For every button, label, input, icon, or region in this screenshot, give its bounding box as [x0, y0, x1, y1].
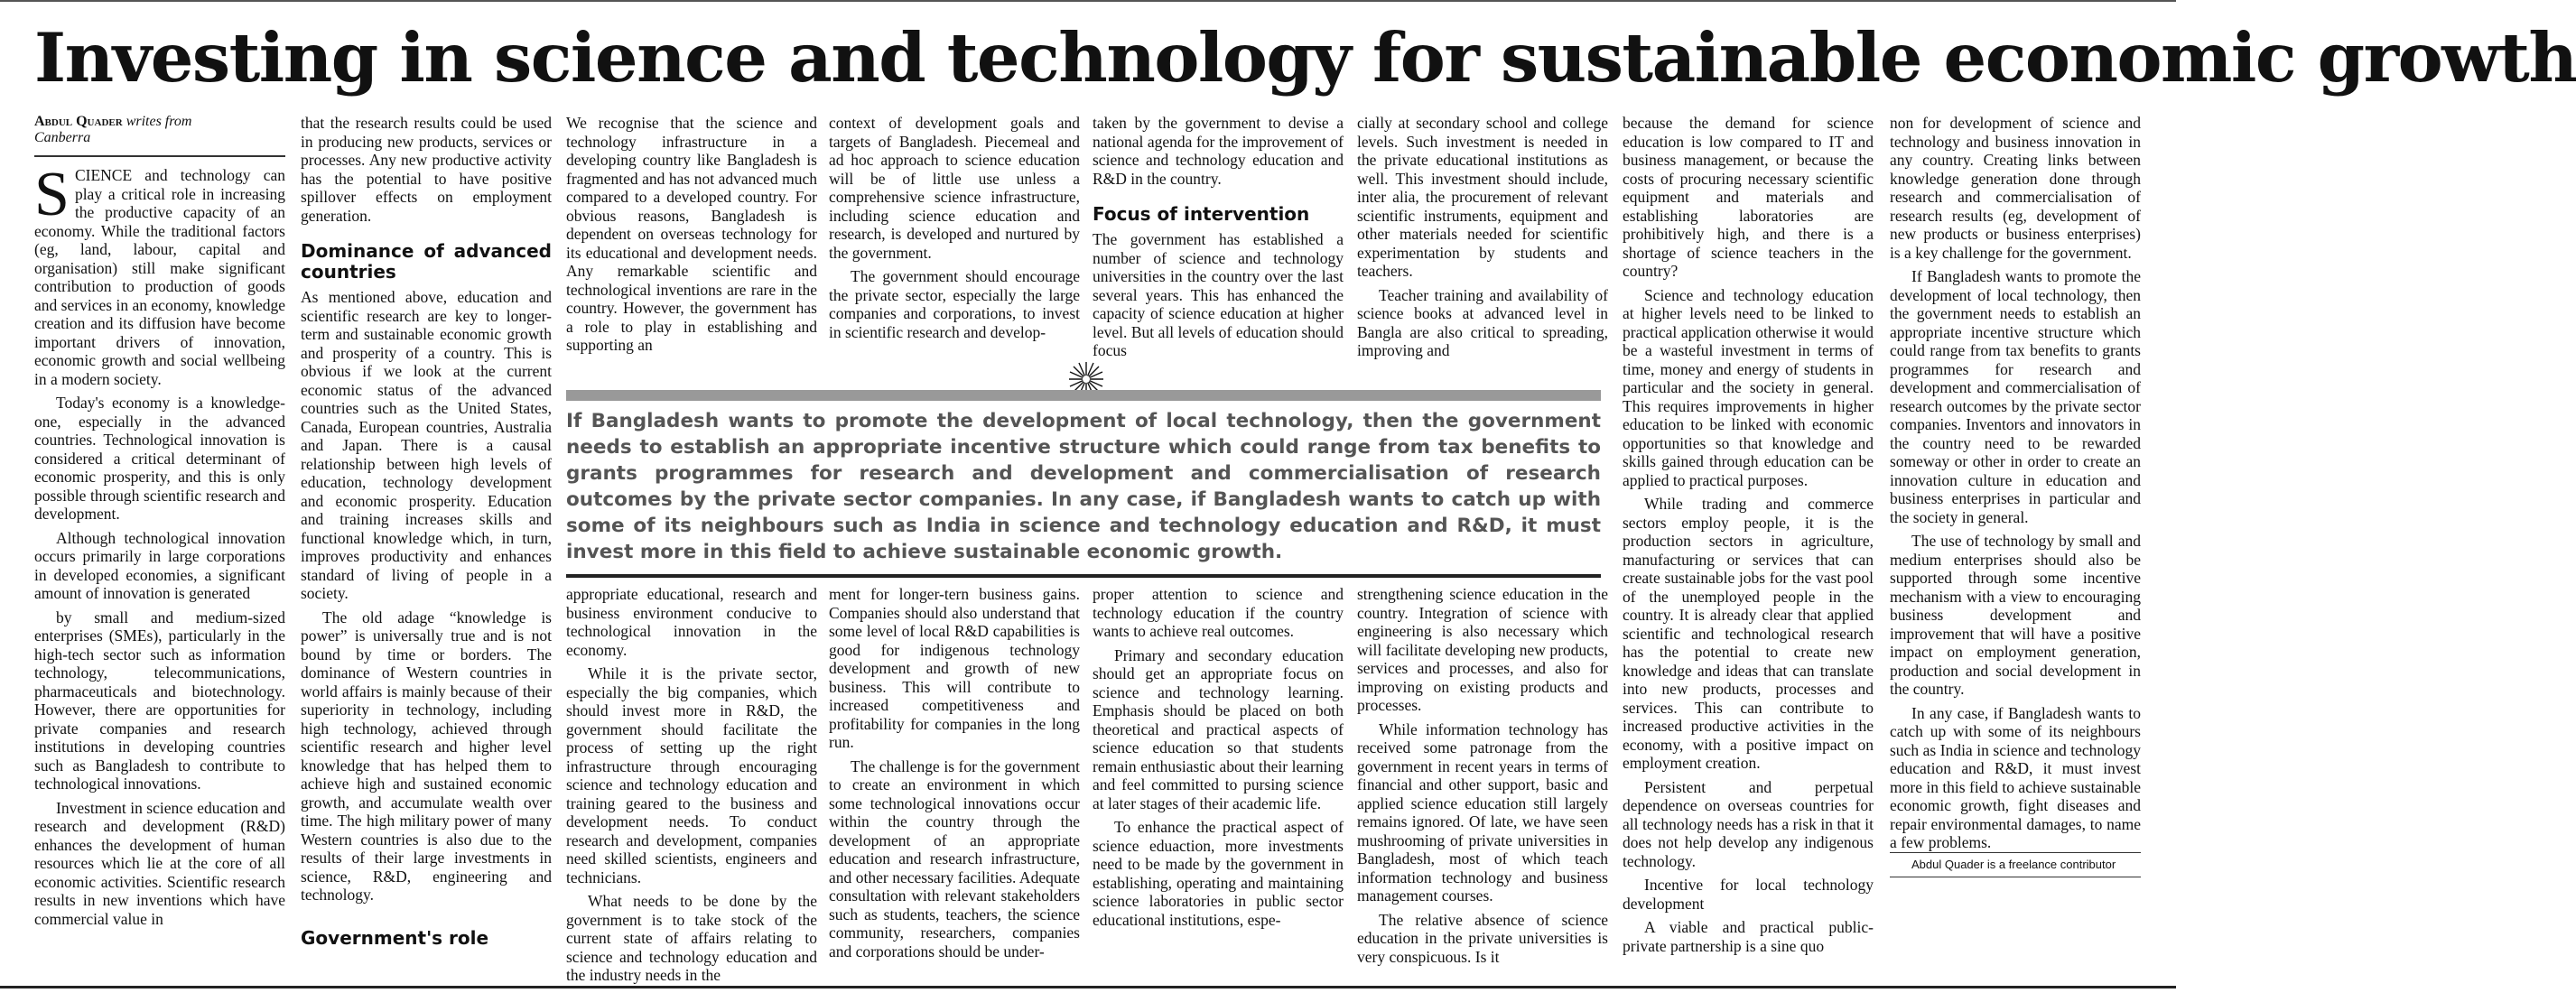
- paragraph: ment for longer-tern business gains. Companies should also understand that some level of local R&D capabilities is good for indigenous technology development and growth of new business. This will contribute to increased competitiveness and profitability for companies in the long run.: [829, 585, 1080, 751]
- top-rule: [0, 0, 2176, 2]
- column-3-bottom: [566, 585, 817, 982]
- paragraph: What needs to be done by the government is to take stock of the current state of affairs relating to science and technology education and the industry needs in the: [566, 892, 817, 984]
- paragraph: To enhance the practical aspect of science eduaction, more investments need to be made by the government in establishing, operating and maintaining science laboratories in public sector educational institutions, espe-: [1093, 818, 1344, 929]
- subheading: Focus of intervention: [1093, 203, 1310, 225]
- paragraph: Teacher training and availability of science books at advanced level in Bangla are also critical to spreading, improving and: [1357, 285, 1608, 359]
- paragraph: Incentive for local technology development: [1623, 876, 1874, 913]
- paragraph: The government should encourage the private sector, especially the large companies and corporations, to invest in scientific research and develop-: [829, 267, 1080, 341]
- column-1: [34, 114, 285, 982]
- paragraph: The government has established a number of science and technology universities in the country over the last several years. This has enhanced the capacity of science education at higher level. But all levels of education should focus: [1093, 230, 1344, 359]
- pull-quote: [566, 390, 1601, 578]
- paragraph: Science and technology education at higher levels need to be linked to practical application otherwise it would be a wasteful investment in terms of time, money and energy of students in particular and the society in general. This requires improvements in higher education to be linked with economic opportunities so that knowledge and skills gained through education can be applied to practical purposes.: [1623, 285, 1874, 489]
- paragraph: We recognise that the science and technology infrastructure in a developing country like Bangladesh is fragmented and has not advanced much compared to a developed country. For obvious reasons, Bangladesh is dependent on overseas technology for its educational and development needs. Any remarkable scientific and technological inventions are rare in the country. However, the government has a role to play in establishing and supporting an: [566, 114, 817, 354]
- paragraph: appropriate educational, research and business environment conducive to technological innovation in the economy.: [566, 585, 817, 659]
- column-6-bottom: [1357, 585, 1608, 982]
- paragraph: If Bangladesh wants to promote the development of local technology, then the government needs to establish an appropriate incentive structure which could range from tax benefits to grants programmes for research and development and commercialisation of research outcomes by the private sector companies. Inventors and innovators in the country need to be rewarded someway or other in order to create an innovation culture in education and business enterprises in particular and the society in general.: [1890, 267, 2141, 526]
- paragraph: The old adage “knowledge is power” is universally true and is not bound by time or borders. The dominance of Western countries in world affairs is mainly because of their superiority in technology, including high technology, achieved through scientific research and higher level knowledge that has helped them to achieve high and sustained economic growth, and accumulate wealth over time. The high military power of many Western countries is also due to the results of their large investments in science, R&D, engineering and technology.: [301, 608, 552, 904]
- subheading: Government's role: [301, 926, 489, 949]
- column-7: [1623, 114, 1874, 982]
- paragraph: SCIENCE and technology can play a critical role in increasing the productive capacity of an economy. While the traditional factors (eg, land, labour, capital and organisation) still make significant contribution to production of goods and services in an economy, knowledge creation and its diffusion have become important drivers of innovation, economic growth and social wellbeing in a modern society.: [34, 160, 285, 388]
- paragraph: As mentioned above, education and scientific research are key to longer-term and sustainable economic growth and prosperity of a country. This is obvious if we look at the current economic status of the advanced countries such as the United States, Canada, European countries, Australia and Japan. There is a causal relationship between high levels of education, technology development and economic prosperity. Education and training increases skills and functional knowledge which, in turn, improves productivity and enhances standard of living of people in a society.: [301, 288, 552, 602]
- column-3-top: [566, 114, 817, 365]
- paragraph: Persistent and perpetual dependence on overseas countries for all technology needs has a risk in that it does not help develop any indigenous technology.: [1623, 777, 1874, 870]
- paragraph: The challenge is for the government to create an environment in which some technological innovations occur within the country through the development of an appropriate education and research infrastructure, and other necessary facilities. Adequate consultation with relevant stakeholders such as students, teachers, the science community, researchers, companies and corporations should be under-: [829, 756, 1080, 961]
- pull-quote-text: If Bangladesh wants to promote the development of local technology, then the government needs to establish an appropriate incentive structure which could range from tax benefits to grants programmes for research and development and commercialisation of research outcomes by the private sector companies. In any case, if Bangladesh wants to catch up with some of its neighbours such as India in science and technology education and R&D, it must invest more in this field to achieve sustainable economic growth.: [566, 410, 1601, 563]
- paragraph: In any case, if Bangladesh wants to catch up with some of its neighbours such as India in science and technology education and R&D, it must invest more in this field to achieve sustainable economic growth, fight diseases and repair environmental damages, to name a few problems.: [1890, 703, 2141, 851]
- bottom-rule: [0, 986, 2176, 988]
- column-4-top: [829, 114, 1080, 365]
- paragraph: cially at secondary school and college levels. Such investment is needed in the private educational institutions as well. This investment should include, inter alia, the procurement of relevant scientific instruments, equipment and other materials needed for scientific experimentation by students and teachers.: [1357, 114, 1608, 280]
- column-8: [1890, 114, 2141, 982]
- paragraph: Although technological innovation occurs primarily in large corporations in developed economies, a significant amount of innovation is generated: [34, 528, 285, 602]
- paragraph: Investment in science education and research and development (R&D) enhances the development of human resources which lie at the core of all economic activities. Scientific research results in new inventions which have commercial value in: [34, 798, 285, 928]
- subheading: Dominance of advanced countries: [301, 240, 552, 283]
- headline: Investing in science and technology for sustainable economic growth: [34, 18, 2576, 97]
- author-name: Abdul Quader: [34, 114, 123, 129]
- drop-cap: S: [34, 160, 70, 229]
- contributor-note: Abdul Quader is a freelance contributor: [1890, 852, 2141, 878]
- paragraph: context of development goals and targets of Bangladesh. Piecemeal and ad hoc approach to science education will be of little use unless a comprehensive science infrastructure, including science education and research, is developed and nurtured by the government.: [829, 114, 1080, 262]
- paragraph: because the demand for science education is low compared to IT and business management, or because the costs of procuring necessary scientific equipment and materials and establishing laboratories are prohibitively high, and there is a shortage of science teachers in the country?: [1623, 114, 1874, 280]
- paragraph: While trading and commerce sectors employ people, it is the production sectors in agriculture, manufacturing or services that can create sustainable jobs for the vast pool of the unemployed people in the country. It is already clear that applied scientific and technological research has the potential to create new knowledge and ideas that can translate into new products, processes and services. This can contribute to increased productive activities in the economy, with a positive impact on employment creation.: [1623, 495, 1874, 772]
- paragraph: The use of technology by small and medium enterprises should also be supported through some incentive mechanism with a view to encouraging business development and improvement that will have a positive impact on employment generation, production and social development in the country.: [1890, 532, 2141, 698]
- byline: [34, 114, 285, 157]
- column-2: [301, 114, 552, 982]
- column-6-top: [1357, 114, 1608, 365]
- column-5-top: [1093, 114, 1344, 365]
- paragraph: that the research results could be used in producing new products, services or processes. Any new productive activity has the potential to have positive spillover effects on employment generation.: [301, 114, 552, 225]
- paragraph: by small and medium-sized enterprises (SMEs), particularly in the high-tech sector such as information technology, telecommunications, pharmaceuticals and biotechnology. However, there are opportunities for private companies and research institutions in developing countries such as Bangladesh to contribute to technological innovations.: [34, 608, 285, 793]
- byline-place: Canberra: [34, 130, 91, 145]
- paragraph: taken by the government to devise a national agenda for the improvement of science and technology education and R&D in the country.: [1093, 114, 1344, 188]
- paragraph: proper attention to science and technology education if the country wants to achieve real outcomes.: [1093, 585, 1344, 640]
- paragraph: strengthening science education in the country. Integration of science with engineering is also necessary which will facilitate developing new products, services and processes, and also for improving on existing products and processes.: [1357, 585, 1608, 714]
- paragraph: While it is the private sector, especially the big companies, which should invest more in R&D, the government should facilitate the process of setting up the right infrastructure through encouraging science and technology education and training geared to the business and development needs. To conduct research and development, companies need skilled scientists, engineers and technicians.: [566, 664, 817, 886]
- paragraph: While information technology has received some patronage from the government in recent years in terms of financial and other support, basic and applied science education still largely remains ignored. Of late, we have seen mushrooming of private universities in Bangladesh, most of which teach information technology and business management courses.: [1357, 719, 1608, 905]
- writes-from: writes from: [126, 114, 192, 129]
- paragraph: Primary and secondary education should get an appropriate focus on science and technology learning. Emphasis should be placed on both theoretical and practical aspects of science education so that students remain enthusiastic about their learning and feel committed to pursing science at later stages of their academic life.: [1093, 645, 1344, 812]
- column-5-bottom: [1093, 585, 1344, 982]
- paragraph: non for development of science and technology and business innovation in any country. Creating links between knowledge generation done through research and commercialisation of research results (eg, development of new products or business enterprises) is a key challenge for the government.: [1890, 114, 2141, 262]
- column-4-bottom: [829, 585, 1080, 982]
- paragraph: The relative absence of science education in the private universities is very conspicuous. Is it: [1357, 910, 1608, 966]
- paragraph: Today's economy is a knowledge-one, especially in the advanced countries. Technological innovation is considered a critical determinant of economic prosperity, and this is only possible through scientific research and development.: [34, 394, 285, 523]
- paragraph: A viable and practical public-private partnership is a sine quo: [1623, 918, 1874, 955]
